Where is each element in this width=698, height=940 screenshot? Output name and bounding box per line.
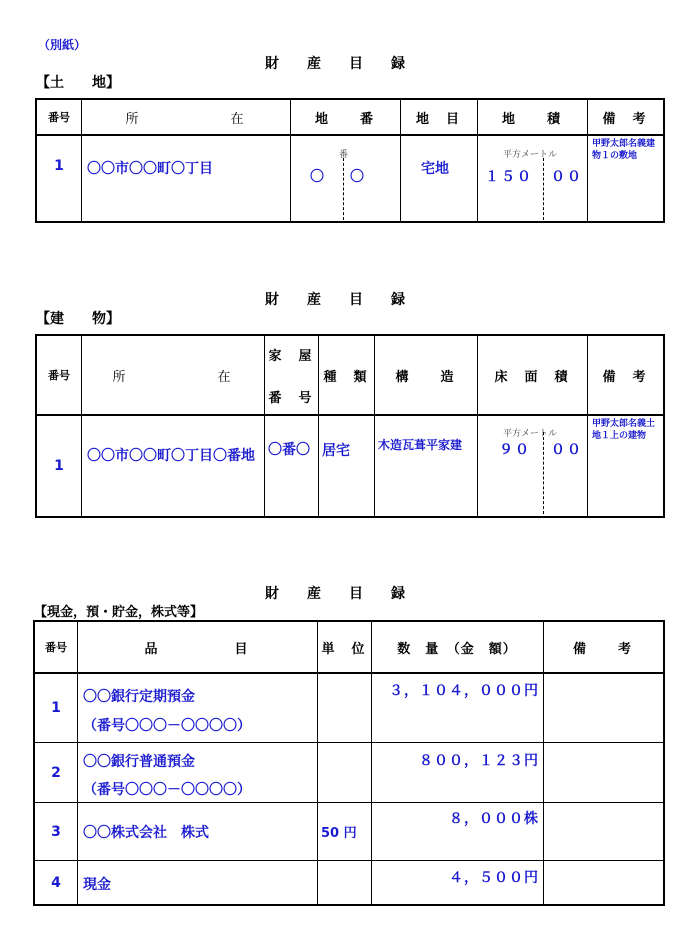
- land-header-no: 番号: [48, 111, 70, 124]
- building-header-floor: 床 面 積: [494, 369, 570, 385]
- building-header-location: 所 在: [112, 369, 233, 385]
- land-area-int: １５０: [485, 169, 533, 185]
- cash-row-qty: ８００，１２３円: [419, 753, 539, 769]
- building-row-kind: 居宅: [322, 443, 350, 459]
- cash-header-unit: 単 位: [321, 641, 367, 657]
- attachment-label: （別紙）: [38, 38, 87, 52]
- land-area-unit: 平方メートル: [503, 150, 558, 160]
- building-table: [35, 334, 665, 518]
- cash-row-no: 3: [51, 823, 61, 840]
- building-row-note: 甲野太郎名義土地１上の建物: [592, 419, 656, 441]
- cash-row-qty: ８，０００株: [449, 811, 539, 827]
- building-row-no: 1: [54, 458, 64, 474]
- cash-header-item: 品 目: [144, 641, 250, 657]
- cash-row-no: 2: [51, 764, 61, 781]
- land-row-note: 甲野太郎名義建物１の敷地: [592, 139, 656, 161]
- land-lot-b: 〇: [350, 169, 364, 185]
- land-title: 財 産 目 録: [265, 56, 405, 72]
- building-row-house-no: 〇番〇: [268, 442, 310, 458]
- cash-row-no: 4: [51, 875, 61, 891]
- cash-row-qty: ３，１０４，０００円: [389, 683, 539, 699]
- land-lot-unit: 番: [339, 150, 349, 160]
- cash-row-unit: 50 円: [321, 826, 357, 841]
- building-header-note: 備 考: [602, 369, 648, 385]
- land-header-area: 地 積: [501, 111, 562, 127]
- building-area-int: ９０: [499, 442, 531, 458]
- cash-row-item: 現金: [83, 877, 111, 893]
- land-lot-a: 〇: [310, 169, 324, 185]
- cash-row-item: 〇〇銀行定期預金: [83, 689, 195, 705]
- building-row-structure: 木造瓦葺平家建: [378, 438, 463, 452]
- land-header-lot: 地 番: [314, 111, 375, 127]
- building-header-house-bottom: 番 号: [268, 390, 314, 406]
- cash-row-item-sub: （番号〇〇〇－〇〇〇〇）: [83, 782, 251, 798]
- cash-header-no: 番号: [45, 641, 67, 654]
- land-area-dec: ００: [551, 169, 583, 185]
- building-section-label: 【建 物】: [36, 311, 120, 327]
- cash-row-item: 〇〇株式会社 株式: [83, 825, 209, 841]
- cash-section-label: 【現金，預・貯金，株式等】: [34, 605, 204, 620]
- building-header-no: 番号: [48, 369, 70, 382]
- building-header-kind: 種 類: [323, 369, 369, 385]
- cash-row-no: 1: [51, 700, 61, 716]
- land-header-category: 地 目: [415, 111, 461, 127]
- land-row-category: 宅地: [421, 161, 449, 177]
- cash-header-note: 備 考: [572, 641, 633, 657]
- cash-table: [33, 620, 665, 906]
- land-header-note: 備 考: [602, 111, 648, 127]
- building-header-structure: 構 造: [395, 369, 456, 385]
- cash-row-item-sub: （番号〇〇〇－〇〇〇〇）: [83, 718, 251, 734]
- land-row-location: 〇〇市〇〇町〇丁目: [87, 161, 213, 177]
- building-title: 財 産 目 録: [265, 292, 405, 308]
- land-table: [35, 98, 665, 223]
- cash-row-qty: ４，５００円: [449, 870, 539, 886]
- land-section-label: 【土 地】: [36, 75, 120, 91]
- cash-title: 財 産 目 録: [265, 586, 405, 602]
- cash-row-item: 〇〇銀行普通預金: [83, 754, 195, 770]
- building-row-location: 〇〇市〇〇町〇丁目〇番地: [87, 448, 255, 464]
- building-area-dec: ００: [551, 442, 583, 458]
- land-row-no: 1: [54, 158, 64, 174]
- building-header-house-top: 家 屋: [268, 348, 314, 364]
- building-area-unit: 平方メートル: [503, 429, 558, 439]
- land-header-location: 所 在: [125, 111, 246, 127]
- cash-header-qty: 数 量 （金 額）: [397, 641, 517, 657]
